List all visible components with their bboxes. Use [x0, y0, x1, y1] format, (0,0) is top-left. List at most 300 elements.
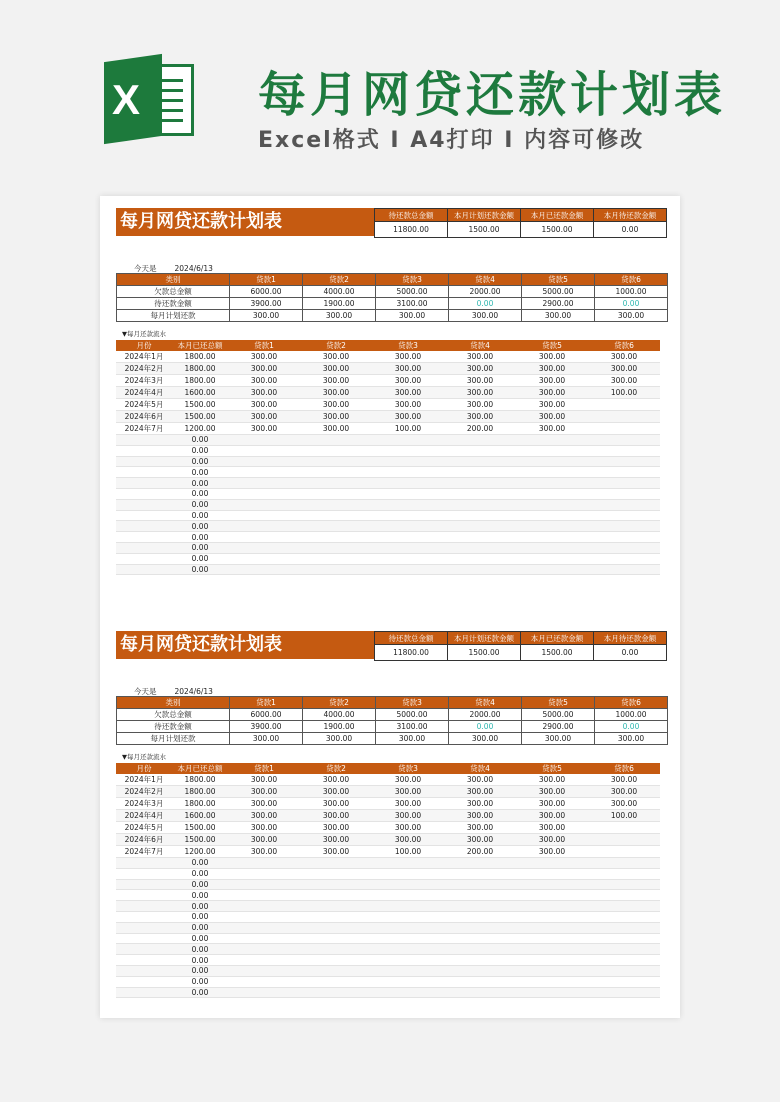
flow-cell[interactable]	[372, 965, 444, 976]
flow-cell[interactable]	[116, 445, 172, 456]
flow-cell[interactable]: 300.00	[516, 822, 588, 834]
flow-cell[interactable]: 300.00	[516, 351, 588, 363]
loans-cell[interactable]: 300.00	[303, 733, 376, 745]
flow-cell[interactable]	[300, 510, 372, 521]
today-value[interactable]: 2024/6/13	[174, 264, 213, 273]
flow-cell[interactable]	[116, 901, 172, 912]
flow-cell[interactable]	[516, 488, 588, 499]
summary-value[interactable]: 1500.00	[521, 645, 594, 661]
flow-cell[interactable]	[444, 542, 516, 553]
loans-cell[interactable]: 2000.00	[449, 709, 522, 721]
flow-cell[interactable]: 1800.00	[172, 798, 228, 810]
flow-cell[interactable]: 300.00	[228, 786, 300, 798]
flow-cell[interactable]	[116, 553, 172, 564]
flow-cell[interactable]	[588, 411, 660, 423]
flow-cell[interactable]: 300.00	[372, 810, 444, 822]
summary-value[interactable]: 0.00	[594, 645, 667, 661]
flow-cell[interactable]: 0.00	[172, 499, 228, 510]
flow-cell[interactable]	[444, 965, 516, 976]
flow-cell[interactable]	[228, 868, 300, 879]
flow-cell[interactable]: 300.00	[372, 798, 444, 810]
today-value[interactable]: 2024/6/13	[174, 687, 213, 696]
flow-cell[interactable]	[300, 965, 372, 976]
flow-cell[interactable]: 2024年1月	[116, 774, 172, 786]
flow-cell[interactable]	[444, 499, 516, 510]
flow-cell[interactable]: 0.00	[172, 564, 228, 575]
flow-cell[interactable]	[116, 521, 172, 532]
flow-cell[interactable]	[516, 467, 588, 478]
loans-cell[interactable]: 2900.00	[522, 298, 595, 310]
flow-cell[interactable]	[588, 553, 660, 564]
flow-cell[interactable]: 300.00	[372, 399, 444, 411]
flow-cell[interactable]	[116, 965, 172, 976]
flow-cell[interactable]: 1500.00	[172, 411, 228, 423]
flow-cell[interactable]	[372, 445, 444, 456]
flow-cell[interactable]	[516, 521, 588, 532]
loans-cell[interactable]: 5000.00	[522, 286, 595, 298]
flow-cell[interactable]	[116, 456, 172, 467]
flow-cell[interactable]: 300.00	[228, 822, 300, 834]
flow-cell[interactable]	[300, 542, 372, 553]
flow-cell[interactable]	[588, 467, 660, 478]
loans-cell[interactable]: 2000.00	[449, 286, 522, 298]
flow-cell[interactable]	[228, 510, 300, 521]
flow-cell[interactable]	[588, 933, 660, 944]
flow-cell[interactable]	[588, 944, 660, 955]
flow-cell[interactable]	[300, 922, 372, 933]
flow-cell[interactable]: 0.00	[172, 976, 228, 987]
flow-cell[interactable]: 300.00	[588, 786, 660, 798]
flow-cell[interactable]	[516, 564, 588, 575]
summary-value[interactable]: 0.00	[594, 222, 667, 238]
flow-cell[interactable]	[516, 933, 588, 944]
flow-cell[interactable]: 300.00	[372, 774, 444, 786]
flow-cell[interactable]	[372, 467, 444, 478]
flow-cell[interactable]	[228, 564, 300, 575]
flow-cell[interactable]	[444, 955, 516, 966]
flow-cell[interactable]	[300, 879, 372, 890]
flow-cell[interactable]	[300, 553, 372, 564]
flow-cell[interactable]: 300.00	[228, 399, 300, 411]
flow-cell[interactable]	[444, 435, 516, 446]
flow-cell[interactable]: 100.00	[588, 810, 660, 822]
flow-cell[interactable]: 1800.00	[172, 351, 228, 363]
flow-cell[interactable]: 300.00	[444, 834, 516, 846]
loans-cell[interactable]: 6000.00	[230, 286, 303, 298]
flow-cell[interactable]	[372, 858, 444, 869]
flow-cell[interactable]: 2024年6月	[116, 411, 172, 423]
flow-cell[interactable]: 300.00	[516, 798, 588, 810]
flow-cell[interactable]: 300.00	[228, 846, 300, 858]
flow-cell[interactable]	[516, 955, 588, 966]
flow-cell[interactable]: 300.00	[228, 351, 300, 363]
flow-cell[interactable]: 300.00	[372, 411, 444, 423]
flow-cell[interactable]	[228, 955, 300, 966]
flow-cell[interactable]	[300, 976, 372, 987]
flow-cell[interactable]	[372, 879, 444, 890]
flow-cell[interactable]: 300.00	[300, 363, 372, 375]
loans-cell[interactable]: 4000.00	[303, 286, 376, 298]
flow-cell[interactable]	[588, 532, 660, 543]
flow-cell[interactable]: 0.00	[172, 858, 228, 869]
flow-cell[interactable]: 0.00	[172, 965, 228, 976]
flow-cell[interactable]	[228, 944, 300, 955]
loans-cell[interactable]: 3900.00	[230, 721, 303, 733]
flow-cell[interactable]	[228, 965, 300, 976]
loans-cell[interactable]: 0.00	[595, 721, 668, 733]
loans-cell[interactable]: 3100.00	[376, 298, 449, 310]
flow-cell[interactable]: 2024年5月	[116, 399, 172, 411]
flow-cell[interactable]	[300, 488, 372, 499]
flow-cell[interactable]: 0.00	[172, 456, 228, 467]
flow-cell[interactable]: 300.00	[444, 387, 516, 399]
flow-cell[interactable]	[444, 467, 516, 478]
flow-cell[interactable]: 0.00	[172, 890, 228, 901]
flow-cell[interactable]	[588, 955, 660, 966]
flow-cell[interactable]	[516, 456, 588, 467]
flow-cell[interactable]: 1600.00	[172, 387, 228, 399]
flow-cell[interactable]: 300.00	[444, 774, 516, 786]
flow-cell[interactable]: 0.00	[172, 911, 228, 922]
flow-cell[interactable]	[588, 399, 660, 411]
flow-cell[interactable]: 2024年2月	[116, 786, 172, 798]
flow-cell[interactable]	[444, 976, 516, 987]
flow-cell[interactable]	[444, 911, 516, 922]
flow-cell[interactable]: 300.00	[516, 363, 588, 375]
loans-cell[interactable]: 300.00	[595, 733, 668, 745]
flow-cell[interactable]	[444, 564, 516, 575]
flow-cell[interactable]: 100.00	[372, 846, 444, 858]
flow-cell[interactable]	[228, 532, 300, 543]
flow-cell[interactable]	[588, 868, 660, 879]
flow-cell[interactable]: 300.00	[444, 363, 516, 375]
flow-cell[interactable]	[588, 922, 660, 933]
flow-cell[interactable]: 0.00	[172, 488, 228, 499]
flow-cell[interactable]: 2024年7月	[116, 846, 172, 858]
flow-cell[interactable]	[588, 987, 660, 998]
loans-cell[interactable]: 6000.00	[230, 709, 303, 721]
flow-cell[interactable]	[516, 858, 588, 869]
flow-cell[interactable]: 0.00	[172, 868, 228, 879]
flow-cell[interactable]	[372, 499, 444, 510]
flow-cell[interactable]: 300.00	[300, 822, 372, 834]
flow-cell[interactable]	[116, 499, 172, 510]
flow-cell[interactable]	[588, 456, 660, 467]
flow-cell[interactable]	[516, 922, 588, 933]
flow-cell[interactable]	[588, 510, 660, 521]
flow-cell[interactable]	[516, 435, 588, 446]
flow-cell[interactable]: 300.00	[444, 822, 516, 834]
flow-cell[interactable]: 2024年7月	[116, 423, 172, 435]
flow-cell[interactable]	[444, 456, 516, 467]
loans-cell[interactable]: 0.00	[449, 298, 522, 310]
loans-cell[interactable]: 1900.00	[303, 721, 376, 733]
loans-cell[interactable]: 300.00	[522, 733, 595, 745]
loans-cell[interactable]: 5000.00	[522, 709, 595, 721]
flow-cell[interactable]	[588, 478, 660, 489]
flow-cell[interactable]	[516, 890, 588, 901]
flow-cell[interactable]: 300.00	[300, 351, 372, 363]
loans-cell[interactable]: 300.00	[230, 310, 303, 322]
flow-cell[interactable]: 0.00	[172, 467, 228, 478]
flow-cell[interactable]	[300, 467, 372, 478]
flow-cell[interactable]	[372, 478, 444, 489]
flow-cell[interactable]	[588, 965, 660, 976]
flow-cell[interactable]	[516, 542, 588, 553]
flow-cell[interactable]	[588, 890, 660, 901]
flow-cell[interactable]: 300.00	[300, 810, 372, 822]
loans-cell[interactable]: 300.00	[449, 310, 522, 322]
flow-cell[interactable]: 2024年6月	[116, 834, 172, 846]
flow-cell[interactable]	[116, 922, 172, 933]
flow-cell[interactable]	[228, 488, 300, 499]
flow-cell[interactable]	[516, 510, 588, 521]
flow-cell[interactable]: 300.00	[300, 786, 372, 798]
flow-cell[interactable]	[300, 890, 372, 901]
flow-cell[interactable]: 0.00	[172, 901, 228, 912]
flow-cell[interactable]	[588, 858, 660, 869]
flow-cell[interactable]	[588, 488, 660, 499]
flow-cell[interactable]: 0.00	[172, 933, 228, 944]
flow-cell[interactable]	[228, 456, 300, 467]
flow-cell[interactable]: 300.00	[228, 810, 300, 822]
flow-cell[interactable]: 0.00	[172, 478, 228, 489]
flow-cell[interactable]: 300.00	[516, 786, 588, 798]
flow-cell[interactable]: 200.00	[444, 846, 516, 858]
flow-cell[interactable]	[300, 478, 372, 489]
flow-cell[interactable]: 300.00	[300, 846, 372, 858]
flow-cell[interactable]	[444, 890, 516, 901]
flow-cell[interactable]: 300.00	[588, 798, 660, 810]
flow-cell[interactable]	[372, 890, 444, 901]
flow-cell[interactable]: 300.00	[444, 399, 516, 411]
flow-cell[interactable]: 300.00	[228, 423, 300, 435]
flow-cell[interactable]	[116, 478, 172, 489]
flow-cell[interactable]	[444, 944, 516, 955]
flow-cell[interactable]: 0.00	[172, 987, 228, 998]
flow-cell[interactable]	[372, 510, 444, 521]
flow-cell[interactable]	[372, 456, 444, 467]
flow-cell[interactable]	[116, 532, 172, 543]
flow-cell[interactable]: 300.00	[372, 822, 444, 834]
flow-cell[interactable]	[228, 542, 300, 553]
flow-cell[interactable]	[116, 879, 172, 890]
flow-cell[interactable]	[372, 868, 444, 879]
flow-cell[interactable]	[300, 521, 372, 532]
flow-cell[interactable]: 1200.00	[172, 846, 228, 858]
flow-cell[interactable]: 0.00	[172, 542, 228, 553]
flow-cell[interactable]	[372, 933, 444, 944]
flow-cell[interactable]: 1800.00	[172, 375, 228, 387]
flow-cell[interactable]	[588, 834, 660, 846]
flow-cell[interactable]: 300.00	[300, 774, 372, 786]
flow-cell[interactable]	[372, 542, 444, 553]
flow-cell[interactable]	[516, 976, 588, 987]
flow-cell[interactable]: 300.00	[300, 399, 372, 411]
flow-cell[interactable]	[228, 445, 300, 456]
flow-cell[interactable]	[300, 435, 372, 446]
flow-cell[interactable]: 0.00	[172, 944, 228, 955]
flow-cell[interactable]: 300.00	[228, 387, 300, 399]
flow-cell[interactable]	[444, 553, 516, 564]
flow-cell[interactable]: 2024年5月	[116, 822, 172, 834]
flow-cell[interactable]: 300.00	[588, 351, 660, 363]
flow-cell[interactable]	[444, 922, 516, 933]
flow-cell[interactable]: 2024年1月	[116, 351, 172, 363]
flow-cell[interactable]: 300.00	[228, 375, 300, 387]
loans-cell[interactable]: 300.00	[522, 310, 595, 322]
loans-cell[interactable]: 3900.00	[230, 298, 303, 310]
flow-cell[interactable]	[444, 901, 516, 912]
flow-cell[interactable]	[300, 868, 372, 879]
loans-cell[interactable]: 1000.00	[595, 709, 668, 721]
flow-cell[interactable]: 300.00	[372, 363, 444, 375]
flow-cell[interactable]	[300, 944, 372, 955]
flow-cell[interactable]	[116, 564, 172, 575]
flow-cell[interactable]	[516, 987, 588, 998]
flow-cell[interactable]: 0.00	[172, 445, 228, 456]
flow-cell[interactable]: 300.00	[444, 786, 516, 798]
flow-cell[interactable]	[228, 901, 300, 912]
flow-cell[interactable]: 300.00	[516, 399, 588, 411]
flow-cell[interactable]	[116, 467, 172, 478]
flow-cell[interactable]	[228, 435, 300, 446]
flow-cell[interactable]: 0.00	[172, 879, 228, 890]
flow-cell[interactable]	[588, 435, 660, 446]
flow-cell[interactable]	[228, 890, 300, 901]
flow-cell[interactable]: 300.00	[444, 411, 516, 423]
flow-cell[interactable]: 300.00	[444, 351, 516, 363]
flow-cell[interactable]	[516, 868, 588, 879]
flow-cell[interactable]	[588, 822, 660, 834]
flow-cell[interactable]	[372, 922, 444, 933]
flow-cell[interactable]	[516, 911, 588, 922]
flow-cell[interactable]	[516, 944, 588, 955]
flow-cell[interactable]	[228, 922, 300, 933]
flow-cell[interactable]	[116, 933, 172, 944]
flow-cell[interactable]: 1500.00	[172, 822, 228, 834]
flow-cell[interactable]	[516, 445, 588, 456]
flow-cell[interactable]	[516, 532, 588, 543]
loans-cell[interactable]: 300.00	[230, 733, 303, 745]
loans-cell[interactable]: 5000.00	[376, 286, 449, 298]
flow-cell[interactable]	[372, 976, 444, 987]
flow-cell[interactable]	[444, 532, 516, 543]
flow-cell[interactable]: 1800.00	[172, 363, 228, 375]
flow-cell[interactable]: 300.00	[372, 351, 444, 363]
flow-cell[interactable]: 2024年3月	[116, 375, 172, 387]
flow-cell[interactable]	[372, 901, 444, 912]
flow-cell[interactable]	[588, 521, 660, 532]
flow-cell[interactable]	[116, 435, 172, 446]
flow-cell[interactable]: 0.00	[172, 955, 228, 966]
loans-cell[interactable]: 0.00	[449, 721, 522, 733]
flow-cell[interactable]: 300.00	[228, 798, 300, 810]
flow-cell[interactable]	[300, 933, 372, 944]
flow-cell[interactable]: 300.00	[228, 411, 300, 423]
flow-cell[interactable]	[588, 423, 660, 435]
flow-cell[interactable]	[300, 858, 372, 869]
flow-cell[interactable]	[300, 901, 372, 912]
flow-cell[interactable]	[372, 911, 444, 922]
flow-cell[interactable]	[116, 510, 172, 521]
flow-cell[interactable]	[228, 911, 300, 922]
flow-cell[interactable]: 0.00	[172, 553, 228, 564]
flow-cell[interactable]	[444, 987, 516, 998]
flow-cell[interactable]	[228, 521, 300, 532]
flow-cell[interactable]: 0.00	[172, 532, 228, 543]
flow-cell[interactable]: 2024年2月	[116, 363, 172, 375]
flow-cell[interactable]: 300.00	[228, 834, 300, 846]
flow-cell[interactable]	[228, 976, 300, 987]
flow-cell[interactable]: 300.00	[516, 387, 588, 399]
flow-cell[interactable]	[116, 976, 172, 987]
flow-cell[interactable]: 300.00	[228, 363, 300, 375]
loans-cell[interactable]: 300.00	[595, 310, 668, 322]
flow-cell[interactable]	[116, 542, 172, 553]
flow-cell[interactable]	[516, 965, 588, 976]
flow-cell[interactable]	[228, 553, 300, 564]
flow-cell[interactable]: 300.00	[516, 423, 588, 435]
loans-cell[interactable]: 300.00	[303, 310, 376, 322]
flow-cell[interactable]	[444, 488, 516, 499]
flow-cell[interactable]: 300.00	[516, 810, 588, 822]
flow-cell[interactable]: 300.00	[516, 375, 588, 387]
flow-cell[interactable]	[516, 553, 588, 564]
flow-cell[interactable]: 300.00	[516, 774, 588, 786]
flow-cell[interactable]	[588, 879, 660, 890]
flow-cell[interactable]	[444, 445, 516, 456]
flow-cell[interactable]	[444, 933, 516, 944]
flow-cell[interactable]: 300.00	[516, 846, 588, 858]
flow-cell[interactable]: 1800.00	[172, 786, 228, 798]
flow-cell[interactable]: 1600.00	[172, 810, 228, 822]
flow-cell[interactable]	[588, 911, 660, 922]
flow-cell[interactable]: 300.00	[372, 387, 444, 399]
flow-cell[interactable]	[444, 858, 516, 869]
loans-cell[interactable]: 4000.00	[303, 709, 376, 721]
flow-cell[interactable]: 300.00	[300, 411, 372, 423]
loans-cell[interactable]: 300.00	[449, 733, 522, 745]
flow-cell[interactable]: 300.00	[372, 786, 444, 798]
loans-cell[interactable]: 1000.00	[595, 286, 668, 298]
flow-cell[interactable]: 300.00	[300, 375, 372, 387]
flow-cell[interactable]	[444, 478, 516, 489]
flow-cell[interactable]	[228, 499, 300, 510]
flow-cell[interactable]	[116, 955, 172, 966]
flow-cell[interactable]	[116, 911, 172, 922]
summary-value[interactable]: 11800.00	[375, 222, 448, 238]
summary-value[interactable]: 11800.00	[375, 645, 448, 661]
flow-cell[interactable]	[588, 499, 660, 510]
flow-cell[interactable]	[372, 488, 444, 499]
flow-cell[interactable]	[516, 879, 588, 890]
flow-cell[interactable]: 300.00	[300, 834, 372, 846]
flow-cell[interactable]: 300.00	[444, 375, 516, 387]
flow-cell[interactable]	[588, 846, 660, 858]
flow-cell[interactable]	[116, 488, 172, 499]
flow-cell[interactable]	[372, 955, 444, 966]
flow-cell[interactable]	[116, 858, 172, 869]
flow-cell[interactable]	[228, 858, 300, 869]
loans-cell[interactable]: 1900.00	[303, 298, 376, 310]
flow-cell[interactable]	[300, 911, 372, 922]
flow-cell[interactable]: 0.00	[172, 521, 228, 532]
flow-cell[interactable]	[116, 987, 172, 998]
flow-cell[interactable]	[228, 467, 300, 478]
loans-cell[interactable]: 2900.00	[522, 721, 595, 733]
flow-cell[interactable]	[372, 521, 444, 532]
